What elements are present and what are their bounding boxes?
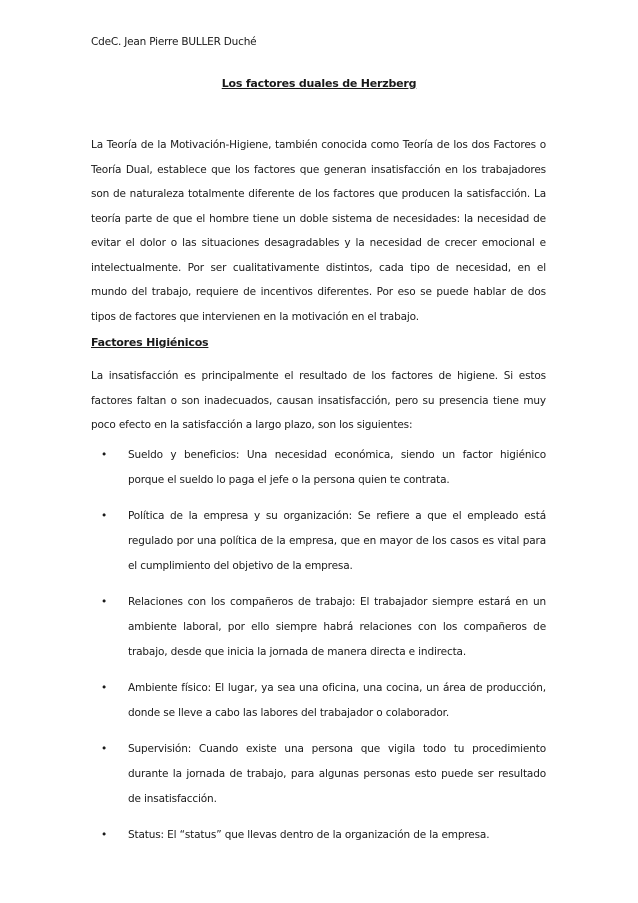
bullet-icon: • xyxy=(101,743,108,755)
list-item-text: Supervisión: Cuando existe una persona que vigila todo tu procedimiento durante la jornada de trabajo, para algunas personas esto puede ser resultado de insatisfacción. xyxy=(128,743,546,805)
list-item xyxy=(91,737,546,812)
list-item-text: Ambiente físico: El lugar, ya sea una oficina, una cocina, un área de producción, donde se lleve a cabo las labores del trabajador o colaborador. xyxy=(128,682,546,719)
bullet-icon: • xyxy=(101,596,108,608)
list-item xyxy=(91,504,546,579)
list-item-text: Relaciones con los compañeros de trabajo: El trabajador siempre estará en un ambiente laboral, por ello siempre habrá relaciones con los compañeros de trabajo, desde que inicia la jornada de manera directa e indirecta. xyxy=(128,596,546,658)
header-author: CdeC. Jean Pierre BULLER Duché xyxy=(91,36,257,48)
intro-paragraph: La Teoría de la Motivación-Higiene, también conocida como Teoría de los dos Factores o Teoría Dual, establece que los factores que generan insatisfacción en los trabajadores son de naturaleza totalmente diferente de los factores que producen la satisfacción. La teoría parte de que el hombre tiene un doble sistema de necesidades: la necesidad de evitar el dolor o las situaciones desagradables y la necesidad de crecer emocional e intelectualmente. Por ser cualitativamente distintos, cada tipo de necesidad, en el mundo del trabajo, requiere de incentivos diferentes. Por eso se puede hablar de dos tipos de factores que intervienen en la motivación en el trabajo. xyxy=(91,139,546,323)
bullet-list xyxy=(91,443,546,859)
list-item-text: Política de la empresa y su organización: Se refiere a que el empleado está regulado por una política de la empresa, que en mayor de los casos es vital para el cumplimiento del objetivo de la empresa. xyxy=(128,510,546,572)
section-paragraph: La insatisfacción es principalmente el resultado de los factores de higiene. Si estos factores faltan o son inadecuados, causan insatisfacción, pero su presencia tiene muy poco efecto en la satisfacción a largo plazo, son los siguientes: xyxy=(91,370,546,431)
list-item-text: Sueldo y beneficios: Una necesidad económica, siendo un factor higiénico porque el sueldo lo paga el jefe o la persona quien te contrata. xyxy=(128,449,546,486)
list-item-text: Status: El “status” que llevas dentro de la organización de la empresa. xyxy=(128,829,490,841)
list-item xyxy=(91,590,546,665)
list-item xyxy=(91,443,546,493)
bullet-icon: • xyxy=(101,510,108,522)
section-heading: Factores Higiénicos xyxy=(91,336,209,349)
bullet-icon: • xyxy=(101,682,108,694)
list-item xyxy=(91,676,546,726)
list-item xyxy=(91,823,546,848)
document-title: Los factores duales de Herzberg xyxy=(221,77,417,90)
bullet-icon: • xyxy=(101,829,108,841)
bullet-icon: • xyxy=(101,449,108,461)
